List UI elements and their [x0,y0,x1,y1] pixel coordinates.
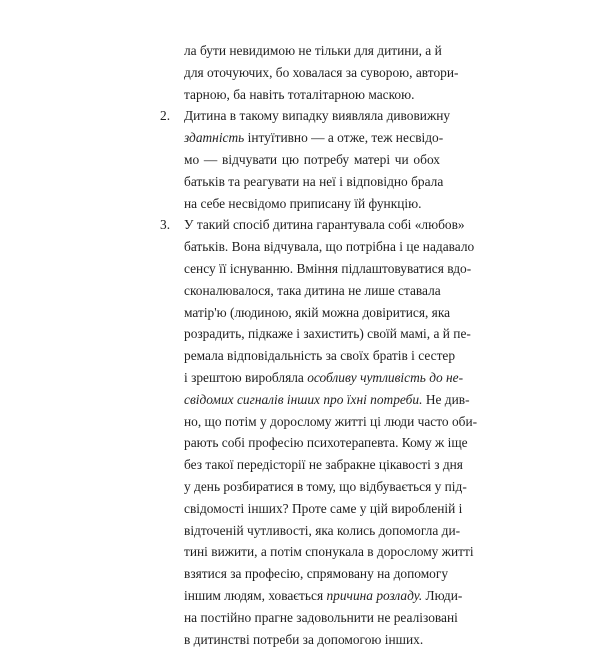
body-text [160,40,478,650]
text-line: мо — відчувати цю потребу матері чи обох [184,151,440,167]
italic-text: особливу чутливість до не- [307,369,464,385]
text-line: батьків. Вона відчувала, що потрібна і це надавало [184,239,475,255]
text-line: свідомих сигналів інших про їхні потреби. Не див- [184,391,470,407]
list-item [160,214,478,650]
continuation-paragraph [160,40,459,105]
text-line: матір'ю (людиною, якій можна довіритися, яка [184,304,451,320]
text-line: рають собі професію психотерапевта. Кому ж іще [184,435,468,451]
text-line: в дитинстві потреби за допомогою інших. [184,631,424,647]
italic-text: свідомих сигналів інших про їхні потреби. [184,391,423,407]
text-line: взятися за професію, спрямовану на допомогу [184,566,449,582]
italic-text: здатність [184,130,245,146]
text-line: свідомості інших? Проте саме у цій виробленій і [184,500,463,516]
list-item [160,105,451,214]
italic-text: причина розладу. [326,587,423,603]
text-line: у день розбиратися в тому, що відбувається у під- [184,478,467,494]
text-line: сконалювалося, така дитина не лише ставала [184,282,441,298]
text-line: тині вижити, а потім спонукала в дорослому житті [184,544,474,560]
text-line: У такий спосіб дитина гарантувала собі «любов» [184,217,465,233]
text-line: на постійно прагне задовольнити не реалізовані [184,609,458,625]
text-line: на себе несвідомо приписану їй функцію. [184,195,422,211]
text-line: ла бути невидимою не тільки для дитини, а й [184,43,442,58]
text-line: батьків та реагувати на неї і відповідно брала [184,173,444,189]
text-line: но, що потім у дорослому житті ці люди часто оби- [184,413,478,429]
text-line: Дитина в такому випадку виявляла дивовижну [184,108,451,124]
list-item-number: 3. [160,217,171,233]
numbered-list [160,105,478,650]
text-line: здатність інтуїтивно — а отже, теж несвідо- [184,130,444,146]
text-line: тарною, ба навіть тоталітарною маскою. [184,86,415,102]
text-line: і зрештою виробляла особливу чутливість до не- [184,369,464,385]
text-line: іншим людям, ховається причина розладу. Люди- [184,587,463,603]
text-line: ремала відповідальність за своїх братів і сестер [184,348,456,364]
text-line: для оточуючих, бо ховалася за суворою, автори- [184,64,459,80]
list-item-number: 2. [160,108,171,124]
text-line: сенсу її існуванню. Вміння підлаштовуватися вдо- [184,260,472,276]
text-line: без такої передісторії не забракне цікавості з дня [184,457,463,473]
text-line: відточеній чутливості, яка колись допомогла ди- [184,522,461,538]
text-line: розрадить, підкаже і захистить) своїй мамі, а й пе- [184,326,471,342]
